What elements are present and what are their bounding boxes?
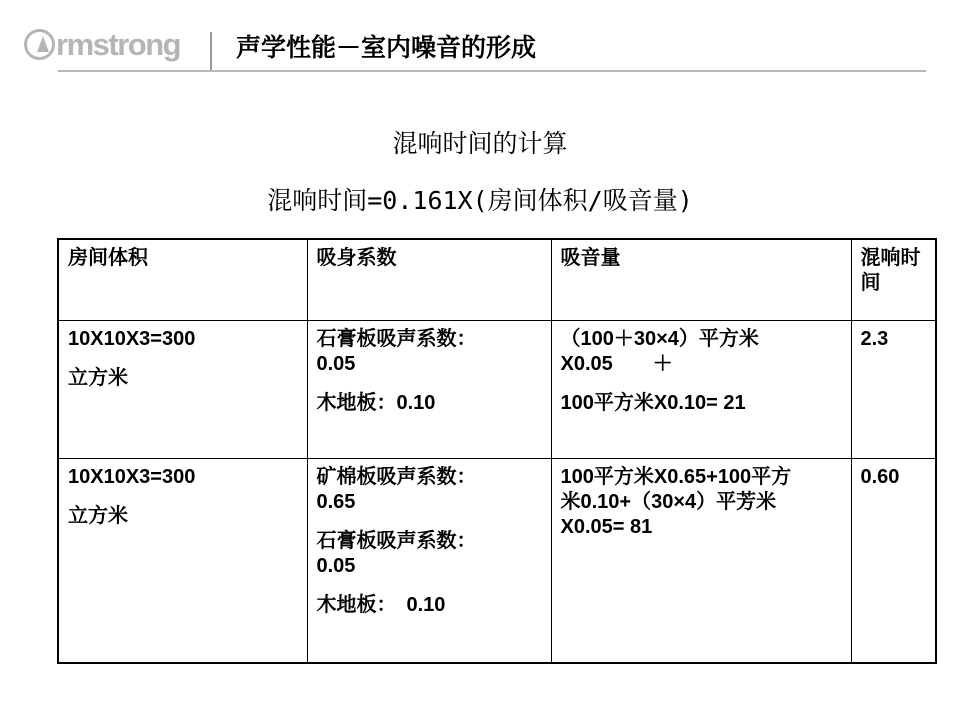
- logo-text: rmstrong: [56, 26, 181, 62]
- cell-reverb-time: 0.60: [851, 458, 936, 663]
- header-volume: 房间体积: [58, 239, 307, 320]
- armstrong-logo-icon: [24, 29, 55, 60]
- coefficient-value: 0.65: [316, 490, 356, 513]
- armstrong-logo: [24, 26, 180, 62]
- cell-absorption: [551, 458, 851, 663]
- header-rule: [58, 70, 926, 72]
- volume-value: 10X10X3=300: [68, 327, 196, 350]
- coefficient-value: 0.05: [316, 554, 356, 577]
- coefficient-floor: 木地板：0.10: [316, 391, 436, 414]
- header-reverb-time: 混响时间: [851, 239, 936, 320]
- absorption-line: 米0.10+（30×4）平芳米: [560, 490, 777, 513]
- cell-coefficient: [307, 320, 551, 458]
- header-absorption: 吸音量: [551, 239, 851, 320]
- volume-unit: 立方米: [68, 504, 128, 527]
- reverb-calculation-table: [57, 238, 937, 664]
- table-row: [58, 458, 936, 663]
- cell-reverb-time: 2.3: [851, 320, 936, 458]
- table-header-row: [58, 239, 936, 320]
- cell-volume: [58, 320, 307, 458]
- volume-unit: 立方米: [68, 366, 128, 389]
- table-row: [58, 320, 936, 458]
- cell-absorption: [551, 320, 851, 458]
- absorption-line: X0.05 ＋: [560, 352, 673, 375]
- absorption-line: 100平方米X0.10= 21: [560, 391, 746, 414]
- volume-value: 10X10X3=300: [68, 465, 196, 488]
- header-separator: [210, 32, 212, 70]
- section-subtitle: 混响时间的计算: [392, 129, 568, 158]
- coefficient-value: 0.05: [316, 352, 356, 375]
- page-title: 声学性能－室内噪音的形成: [236, 33, 537, 62]
- coefficient-label: 矿棉板吸声系数：: [316, 465, 477, 488]
- cell-coefficient: [307, 458, 551, 663]
- coefficient-label: 石膏板吸声系数：: [316, 529, 477, 552]
- coefficient-floor: 木地板： 0.10: [316, 593, 446, 616]
- absorption-line: 100平方米X0.65+100平方: [560, 465, 792, 488]
- cell-volume: [58, 458, 307, 663]
- absorption-line: X0.05= 81: [560, 515, 653, 538]
- reverb-formula: 混响时间=0.161X(房间体积/吸音量): [267, 186, 693, 215]
- header-coefficient: 吸身系数: [307, 239, 551, 320]
- coefficient-label: 石膏板吸声系数：: [316, 327, 477, 350]
- absorption-line: （100＋30×4）平方米: [560, 327, 759, 350]
